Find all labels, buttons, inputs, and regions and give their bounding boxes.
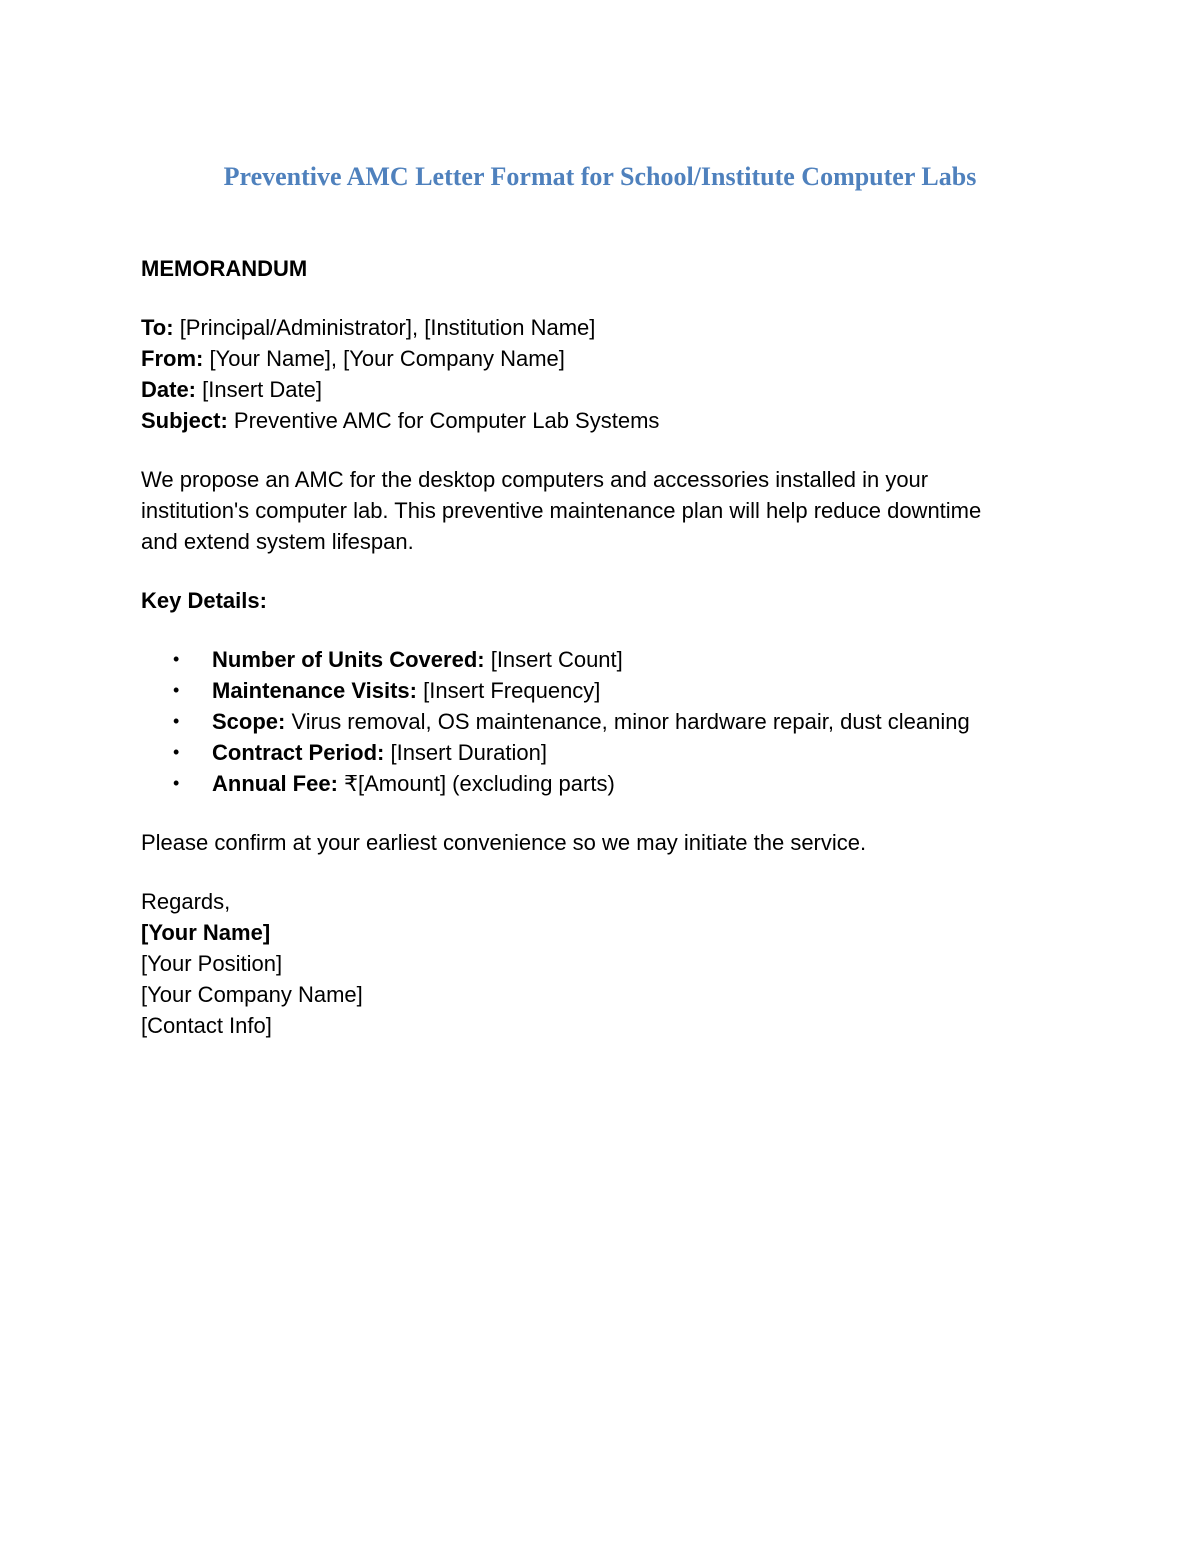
signer-position: [Your Position] — [141, 951, 283, 976]
header-field-subject — [141, 405, 1071, 436]
detail-value: ₹[Amount] (excluding parts) — [337, 771, 615, 796]
detail-label: Number of Units Covered: — [212, 647, 485, 672]
bullet-icon: • — [173, 649, 180, 669]
header-field-value: [Your Name], [Your Company Name] — [203, 346, 565, 371]
intro-line: institution's computer lab. This preventive maintenance plan will help reduce downtime — [141, 498, 982, 523]
salutation: Regards, — [141, 889, 231, 914]
header-fields — [141, 312, 1071, 436]
header-field-label: From: — [141, 346, 204, 371]
list-item — [141, 675, 1071, 706]
intro-line: We propose an AMC for the desktop computers and accessories installed in your — [141, 467, 929, 492]
header-field-value: Preventive AMC for Computer Lab Systems — [227, 408, 660, 433]
document-title: Preventive AMC Letter Format for School/Institute Computer Labs — [223, 162, 977, 191]
header-field-from — [141, 343, 1071, 374]
header-field-value: [Insert Date] — [196, 377, 322, 402]
header-field-date — [141, 374, 1071, 405]
bullet-icon: • — [173, 680, 180, 700]
detail-value: [Insert Count] — [484, 647, 623, 672]
signer-company: [Your Company Name] — [141, 982, 363, 1007]
intro-line: and extend system lifespan. — [141, 529, 414, 554]
detail-label: Contract Period: — [212, 740, 385, 765]
list-item — [141, 737, 1071, 768]
list-item — [141, 644, 1071, 675]
bullet-icon: • — [173, 773, 180, 793]
header-field-value: [Principal/Administrator], [Institution Name] — [173, 315, 596, 340]
detail-label: Annual Fee: — [212, 771, 338, 796]
detail-label: Maintenance Visits: — [212, 678, 417, 703]
bullet-icon: • — [173, 742, 180, 762]
list-item — [141, 768, 1071, 799]
detail-value: [Insert Frequency] — [417, 678, 601, 703]
signer-name: [Your Name] — [141, 920, 271, 945]
signer-contact: [Contact Info] — [141, 1013, 272, 1038]
header-field-label: To: — [141, 315, 174, 340]
closing-request: Please confirm at your earliest convenience so we may initiate the service. — [141, 830, 867, 855]
letter-body — [141, 253, 1071, 1041]
header-field-to — [141, 312, 1071, 343]
header-field-label: Subject: — [141, 408, 228, 433]
key-details-heading: Key Details: — [141, 588, 267, 613]
intro-paragraph — [141, 464, 1071, 557]
detail-value: [Insert Duration] — [384, 740, 547, 765]
detail-label: Scope: — [212, 709, 286, 734]
signature-block — [141, 886, 1071, 1041]
detail-value: Virus removal, OS maintenance, minor hardware repair, dust cleaning — [285, 709, 970, 734]
header-field-label: Date: — [141, 377, 197, 402]
memo-heading: MEMORANDUM — [141, 256, 308, 281]
key-details-list — [141, 644, 1071, 799]
list-item — [141, 706, 1071, 737]
bullet-icon: • — [173, 711, 180, 731]
